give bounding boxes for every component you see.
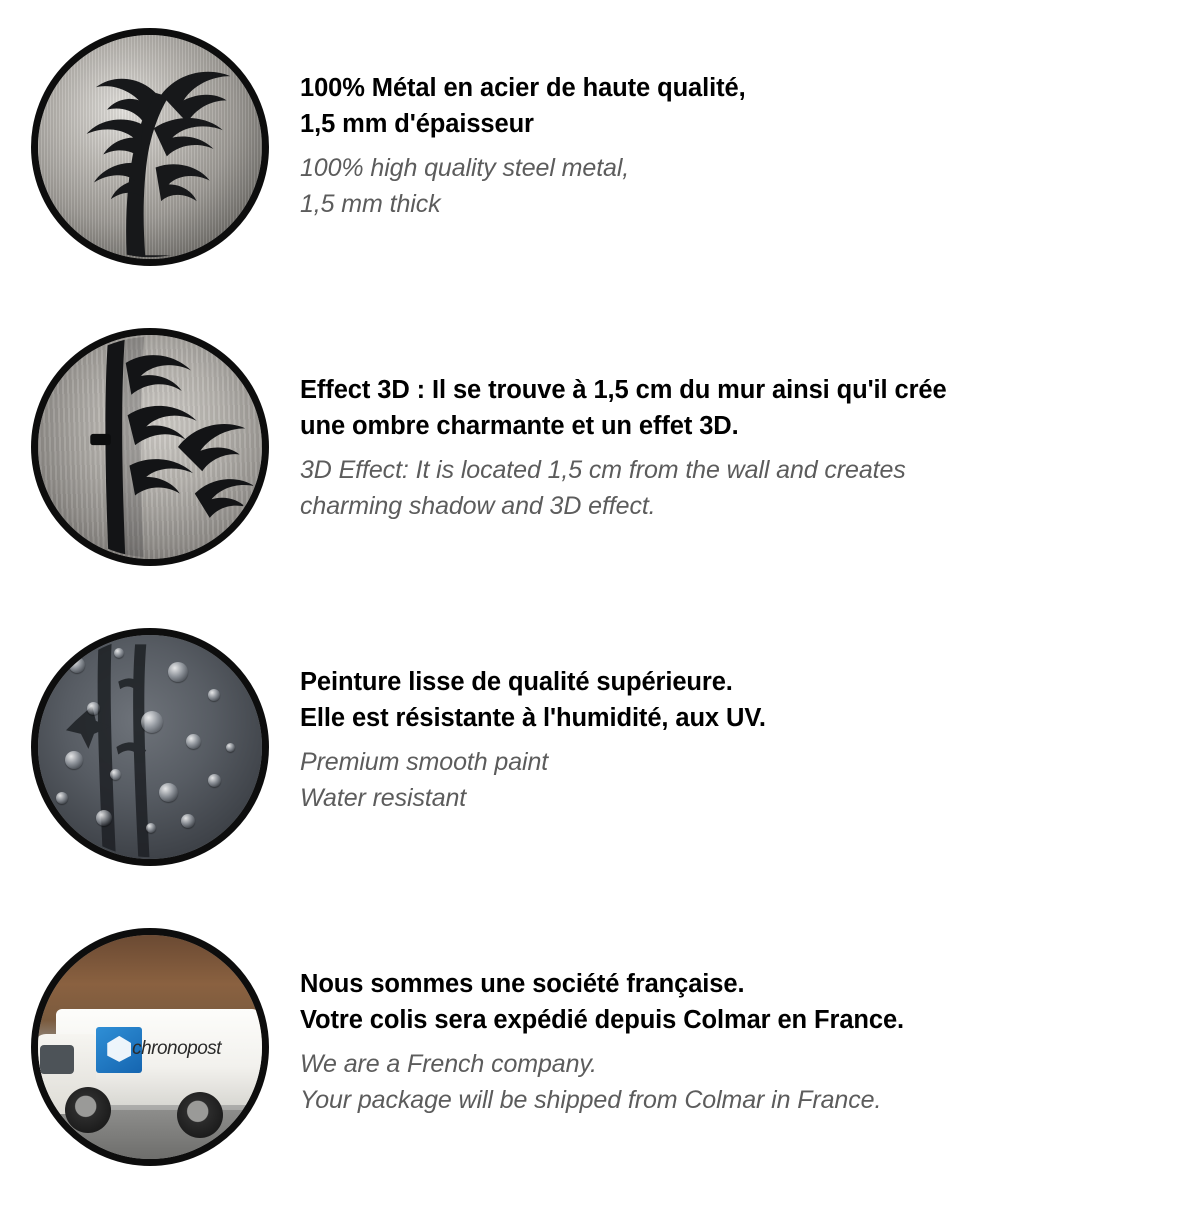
water-droplets-paint-thumbnail	[31, 628, 269, 866]
headline-line-1: Effect 3D : Il se trouve à 1,5 cm du mur ainsi qu'il crée	[300, 376, 947, 404]
feature-subline	[300, 452, 947, 524]
feature-row	[0, 22, 1200, 322]
branch-closeup-icon	[38, 335, 262, 559]
van-window	[40, 1045, 74, 1074]
carrier-name: chronopost	[132, 1038, 222, 1060]
headline-line-1: Nous sommes une société française.	[300, 970, 745, 998]
metal-tree-artwork-thumbnail	[31, 28, 269, 266]
headline-line-2: Elle est résistante à l'humidité, aux UV.	[300, 704, 766, 733]
van-wheel	[65, 1087, 111, 1133]
water-droplet	[208, 689, 220, 701]
subline-line-2: Water resistant	[300, 784, 467, 813]
chronopost-delivery-van-thumbnail	[31, 928, 269, 1166]
subline-line-2: charming shadow and 3D effect.	[300, 492, 656, 521]
headline-line-1: 100% Métal en acier de haute qualité,	[300, 74, 746, 102]
feature-text	[300, 322, 987, 524]
subline-line-1: We are a French company.	[300, 1050, 597, 1079]
feature-headline	[300, 372, 947, 444]
wall-mounted-spacer-thumbnail	[31, 328, 269, 566]
water-droplet	[146, 823, 156, 833]
feature-subline	[300, 150, 746, 222]
feature-row	[0, 622, 1200, 922]
water-droplet	[168, 662, 188, 682]
feature-image-wrap	[0, 322, 300, 566]
subline-line-1: Premium smooth paint	[300, 748, 549, 777]
water-droplet	[186, 734, 201, 749]
feature-subline	[300, 744, 766, 816]
feature-headline	[300, 664, 766, 736]
subline-line-2: 1,5 mm thick	[300, 190, 441, 219]
subline-line-2: Your package will be shipped from Colmar in France.	[300, 1086, 882, 1115]
feature-image-wrap	[0, 622, 300, 866]
water-droplet	[96, 810, 112, 826]
feature-text	[300, 22, 786, 222]
feature-subline	[300, 1046, 904, 1118]
subline-line-1: 100% high quality steel metal,	[300, 154, 630, 183]
feature-headline	[300, 70, 746, 142]
feature-row	[0, 322, 1200, 622]
feature-row	[0, 922, 1200, 1222]
feature-image-wrap	[0, 22, 300, 266]
tree-of-life-icon	[38, 35, 262, 259]
water-droplet	[226, 743, 235, 752]
subline-line-1: 3D Effect: It is located 1,5 cm from the wall and creates	[300, 456, 906, 485]
headline-line-2: Votre colis sera expédié depuis Colmar en France.	[300, 1006, 905, 1035]
water-droplet	[56, 792, 68, 804]
headline-line-2: une ombre charmante et un effet 3D.	[300, 412, 739, 441]
water-droplet	[159, 783, 178, 802]
van-wheel	[177, 1092, 223, 1138]
headline-line-2: 1,5 mm d'épaisseur	[300, 110, 534, 139]
feature-headline	[300, 966, 904, 1038]
headline-line-1: Peinture lisse de qualité supérieure.	[300, 668, 733, 696]
feature-image-wrap	[0, 922, 300, 1166]
feature-text	[300, 922, 944, 1118]
feature-text	[300, 622, 806, 816]
